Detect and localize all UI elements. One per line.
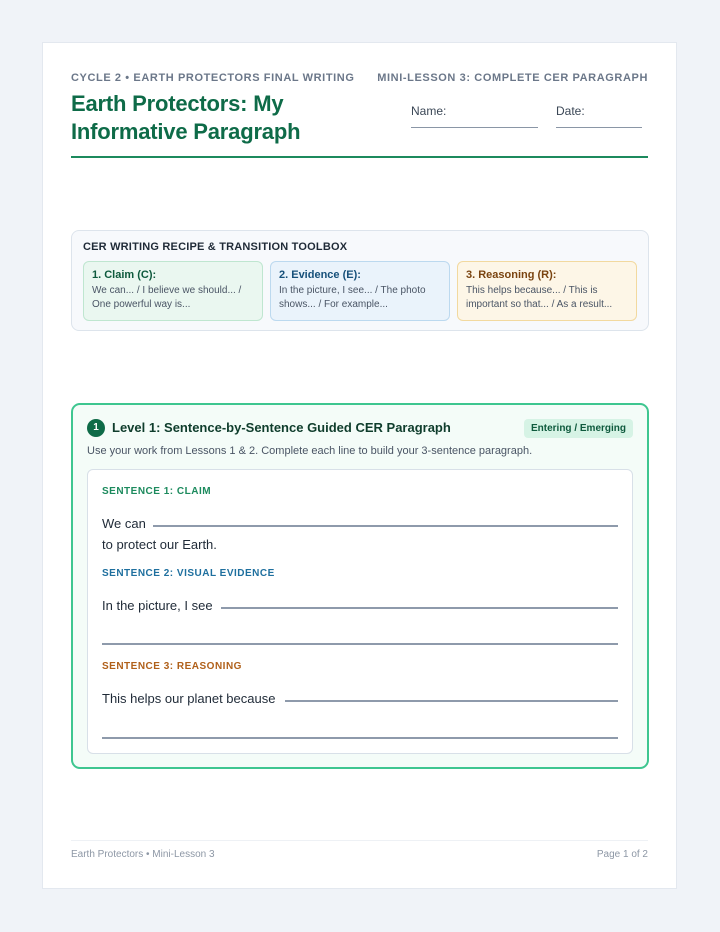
sentence-1-label: SENTENCE 1: CLAIM [102, 486, 212, 497]
evidence-card-body: In the picture, I see... / The photo shows... / For example... [279, 285, 426, 310]
date-label: Date: [556, 104, 585, 118]
level-number-badge: 1 [87, 419, 105, 437]
level-1-section [71, 403, 649, 769]
claim-card-heading: 1. Claim (C): [92, 269, 157, 281]
cycle-kicker: CYCLE 2 • EARTH PROTECTORS FINAL WRITING [71, 72, 355, 84]
header-divider [71, 156, 648, 158]
reasoning-card-heading: 3. Reasoning (R): [466, 269, 557, 281]
claim-card-body: We can... / I believe we should... / One powerful way is... [92, 285, 242, 310]
reasoning-card [457, 261, 637, 321]
proficiency-badge: Entering / Emerging [524, 419, 633, 438]
sentence-1-ending: to protect our Earth. [102, 537, 217, 552]
reasoning-card-body: This helps because... / This is important so that... / As a result... [466, 285, 613, 310]
reasoning-write-line-1[interactable] [285, 700, 618, 702]
level-title: Level 1: Sentence-by-Sentence Guided CER Paragraph [112, 420, 451, 435]
name-field[interactable] [411, 127, 538, 128]
toolbox-title: CER WRITING RECIPE & TRANSITION TOOLBOX [83, 241, 348, 253]
level-instructions: Use your work from Lessons 1 & 2. Complete each line to build your 3-sentence paragraph. [87, 445, 533, 457]
evidence-write-line-1[interactable] [221, 607, 618, 609]
footer-divider [71, 840, 648, 841]
footer-left: Earth Protectors • Mini-Lesson 3 [71, 849, 215, 860]
sentence-1-starter: We can [102, 516, 146, 531]
mini-lesson-kicker: MINI-LESSON 3: COMPLETE CER PARAGRAPH [377, 72, 648, 84]
reasoning-write-line-2[interactable] [102, 737, 618, 739]
claim-card [83, 261, 263, 321]
evidence-write-line-2[interactable] [102, 643, 618, 645]
sentence-2-label: SENTENCE 2: VISUAL EVIDENCE [102, 568, 275, 579]
evidence-card [270, 261, 450, 321]
evidence-card-heading: 2. Evidence (E): [279, 269, 361, 281]
claim-write-line[interactable] [153, 525, 618, 527]
worksheet-page [42, 42, 677, 889]
date-field[interactable] [556, 127, 642, 128]
sentence-3-label: SENTENCE 3: REASONING [102, 661, 242, 672]
cer-toolbox [71, 230, 649, 331]
sentence-2-starter: In the picture, I see [102, 598, 213, 613]
sentence-3-starter: This helps our planet because [102, 691, 276, 706]
page-number: Page 1 of 2 [596, 849, 648, 860]
name-label: Name: [411, 104, 447, 118]
page-title: Earth Protectors: My Informative Paragraph [71, 91, 301, 144]
sentence-builder [87, 469, 633, 754]
